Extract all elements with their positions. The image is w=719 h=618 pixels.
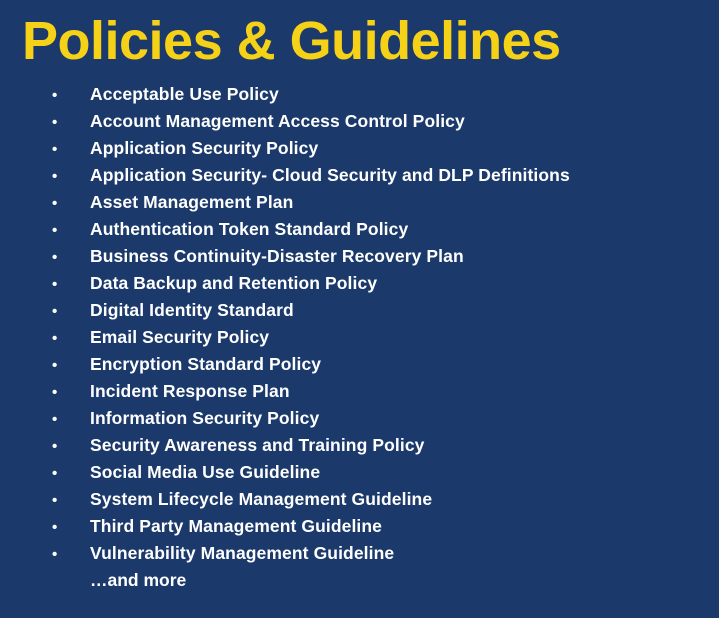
list-item-label: Social Media Use Guideline <box>90 462 321 482</box>
bullet-spacer-icon <box>52 574 90 589</box>
list-item <box>52 246 709 273</box>
list-item-label: Authentication Token Standard Policy <box>90 219 409 239</box>
page-title: Policies & Guidelines <box>22 11 561 71</box>
list-item-label: Incident Response Plan <box>90 381 290 401</box>
bullet-icon: • <box>52 276 58 293</box>
list-item <box>52 138 709 165</box>
bullet-icon: • <box>52 114 58 131</box>
list-item <box>52 408 709 435</box>
bullet-icon: • <box>52 546 58 563</box>
bullet-icon: • <box>52 249 58 266</box>
list-item-label: System Lifecycle Management Guideline <box>90 489 433 509</box>
list-item-label: Asset Management Plan <box>90 192 294 212</box>
list-item-label: Encryption Standard Policy <box>90 354 322 374</box>
list-item-label: Acceptable Use Policy <box>90 84 279 104</box>
list-item <box>52 543 709 570</box>
list-item-label: Information Security Policy <box>90 408 320 428</box>
list-item-label: Account Management Access Control Policy <box>90 111 465 131</box>
list-item <box>52 516 709 543</box>
list-item <box>52 300 709 327</box>
bullet-icon: • <box>52 195 58 212</box>
list-item <box>52 111 709 138</box>
bullet-icon: • <box>52 303 58 320</box>
bullet-icon: • <box>52 411 58 428</box>
bullet-icon: • <box>52 168 58 185</box>
list-item <box>52 327 709 354</box>
bullet-icon: • <box>52 222 58 239</box>
bullet-icon: • <box>52 492 58 509</box>
bullet-icon: • <box>52 465 58 482</box>
policy-list <box>52 84 709 597</box>
list-item <box>52 381 709 408</box>
list-item-more <box>52 570 709 597</box>
list-item <box>52 219 709 246</box>
list-item-label: Vulnerability Management Guideline <box>90 543 395 563</box>
list-item <box>52 165 709 192</box>
list-item-label: Security Awareness and Training Policy <box>90 435 425 455</box>
bullet-icon: • <box>52 384 58 401</box>
list-item <box>52 84 709 111</box>
list-item-label: Data Backup and Retention Policy <box>90 273 378 293</box>
bullet-icon: • <box>52 357 58 374</box>
list-item-label: Application Security Policy <box>90 138 319 158</box>
list-item <box>52 435 709 462</box>
list-item-label: Email Security Policy <box>90 327 270 347</box>
bullet-icon: • <box>52 87 58 104</box>
bullet-icon: • <box>52 330 58 347</box>
bullet-icon: • <box>52 519 58 536</box>
list-item <box>52 273 709 300</box>
bullet-icon: • <box>52 438 58 455</box>
list-item <box>52 354 709 381</box>
list-item-label: Application Security- Cloud Security and DLP Definitions <box>90 165 570 185</box>
list-item-label: Business Continuity-Disaster Recovery Plan <box>90 246 464 266</box>
list-item <box>52 489 709 516</box>
list-item-label: Third Party Management Guideline <box>90 516 383 536</box>
more-label: …and more <box>90 570 187 590</box>
list-item <box>52 192 709 219</box>
list-item <box>52 462 709 489</box>
bullet-icon: • <box>52 141 58 158</box>
list-item-label: Digital Identity Standard <box>90 300 294 320</box>
